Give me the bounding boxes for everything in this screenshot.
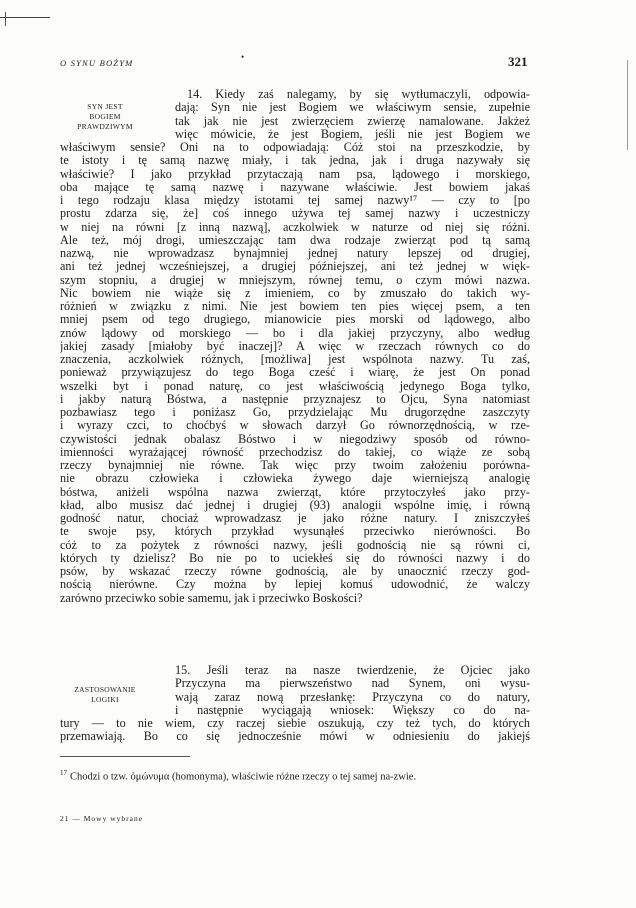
text-line: prostu zdarza się, że] coś innego używa tej samej nazwy i uczestniczy: [60, 207, 530, 221]
text-line: tak jak nie jest zwierzęciem zwierzę namalowane. Jakżeż: [175, 114, 530, 128]
text-line: przemawiają. Bo co się jednocześnie mówi w odniesieniu do jakiejś: [60, 730, 530, 744]
corner-rule: [0, 17, 50, 18]
paragraph-15: [60, 664, 530, 744]
printer-signature: 21 — Mowy wybrane: [60, 814, 144, 823]
margin-note-line: LOGIKI: [91, 695, 119, 704]
page-number: 321: [508, 54, 528, 69]
text-line: czywistości jednak obalasz Bóstwo i w niegodziwy sposób od równo-: [60, 432, 530, 446]
text-line: właściwie? I jako przykład przytaczają nam psa, lądowego i morskiego,: [60, 167, 530, 181]
text-line: w niej na równi [z inną nazwą], aczkolwiek w naturze od niej się różni.: [60, 220, 530, 234]
text-line: Ale też, mój drogi, umieszczając tam dwa rodzaje zwierząt pod tą samą: [60, 233, 530, 247]
text-line: godność natur, chociaż wprowadzasz je jako różne natury. I zniszczyłeś: [60, 512, 530, 525]
footnote-mark: 17: [60, 769, 67, 777]
text-line: nością nierówne. Czy można by lepiej komuś udowodnić, że walczy: [60, 578, 530, 592]
footnote-rule: [60, 756, 190, 757]
text-line: cóż to za pożytek z równości nazwy, jeśli godnością nie są równi ci,: [60, 538, 530, 552]
footnote: [60, 765, 530, 786]
text-line: psów, by wskazać rzeczy równe godnością, ale by unaocznić rzeczy god-: [60, 565, 530, 578]
text-line: 14. Kiedy zaś nalegamy, by się wytłumaczyli, odpowia-: [187, 88, 530, 101]
text-line: bóstwa, aniżeli wspólna nazwa zwierząt, które przytoczyłeś jako przy-: [60, 485, 530, 499]
text-line: te istoty i tę samą nazwę miały, i tak jedna, jak i druga nazywały się: [60, 154, 530, 168]
text-line: jakiej zasady [miałoby być inaczej]? A więc w rzeczach równych co do: [60, 339, 530, 353]
text-line: znaczenia, aczkolwiek różnych, [możliwa] jest wspólnota nazwy. Tu zaś,: [60, 353, 530, 366]
text-line: Przyczyna ma pierwszeństwo nad Synem, oni wysu-: [175, 677, 530, 691]
text-line: i następnie wyciągają wniosek: Większy co do na-: [175, 703, 530, 717]
margin-note-line: ZASTOSOWANIE: [74, 685, 136, 694]
margin-note-line: PRAWDZIWYM: [77, 122, 133, 131]
text-line: właściwym sensie? Oni na to odpowiadają: Cóż stoi na przeszkodzie, by: [60, 141, 530, 154]
text-line: i tego rodzaju klasa między istotami tej samej nazwy¹⁷ — czy to [po: [60, 194, 530, 207]
text-line: nie obrazu człowieka i człowieka żywego daje wierniejszą analogię: [60, 472, 530, 486]
text-line: ani też jednej wcześniejszej, a drugiej późniejszej, ani też jednej w więk-: [60, 260, 530, 274]
corner-tick: [5, 12, 6, 26]
text-line: te swoje psy, których przykład wysunąłeś przeciwko nierówności. Bo: [60, 525, 530, 539]
margin-note-line: BOGIEM: [89, 112, 121, 121]
text-line: Nic bowiem nie wiąże się z imieniem, co by zmuszało do takich wy-: [60, 286, 530, 300]
scan-edge-mark: [627, 60, 628, 150]
header-dot: •: [241, 52, 245, 62]
margin-note-line: SYN JEST: [87, 102, 123, 111]
text-line: więc mówicie, że jest Bogiem, jeśli nie jest Bogiem we: [175, 127, 530, 141]
text-line: rzeczy bynajmniej nie równe. Tak więc przy twoim założeniu porówna-: [60, 459, 530, 472]
text-line: imienności wyrażającej równość przechodzisz do takiej, co wiąże ze sobą: [60, 445, 530, 459]
footnote-text: Chodzi o tzw. ὁμώνυμα (homonyma), właściwie różne rzeczy o tej samej na-zwie.: [70, 771, 417, 783]
text-line: szym stopniu, a drugiej w mniejszym, równej temu, o czym mówi nazwa.: [60, 273, 530, 287]
text-line: oba mające tę samą nazwę i nazywane właściwie. Jest bowiem jakaś: [60, 180, 530, 194]
text-line: zarówno przeciwko sobie samemu, jak i przeciwko Boskości?: [60, 591, 363, 605]
text-line: mniej psem od tego drugiego, mianowicie pies morski od lądowego, albo: [60, 313, 530, 327]
text-line: tury — to nie wiem, czy raczej siebie oszukują, czy też tych, do których: [60, 717, 530, 730]
text-line: kład, albo musisz dać jednej i drugiej (93) analogii wspólne imię, i równą: [60, 498, 530, 512]
paragraph-14-indented: [175, 88, 530, 141]
text-line: różnień w związku z nimi. Nie jest bowiem ten pies więcej psem, a ten: [60, 300, 530, 313]
text-line: ponieważ przywiązujesz do tego Boga cześć i wiarę, że jest On ponad: [60, 366, 530, 380]
text-line: i jakby naturą Bóstwa, a następnie przyznajesz to Ojcu, Syna natomiast: [60, 392, 530, 406]
paragraph-15-indented: [175, 664, 530, 717]
text-line: wszelki byt i ponad naturę, co jest właściwością jedynego Boga tylko,: [60, 379, 530, 393]
text-line: 15. Jeśli teraz na nasze twierdzenie, że Ojciec jako: [175, 664, 530, 677]
text-line: dają: Syn nie jest Bogiem we właściwym sensie, zupełnie: [175, 101, 530, 115]
text-line: znów lądowy od morskiego — bo i dla jakiej przyczyny, albo według: [60, 326, 530, 340]
text-line: i wyrazy czci, to choćbyś w słowach darzył Go równorzędnością, w rze-: [60, 419, 530, 433]
paragraph-14: [60, 88, 530, 605]
text-line: których ty dzielisz? Bo nie po to uciekłeś się do równości nazwy i do: [60, 551, 530, 565]
running-title: O SYNU BOŻYM: [60, 58, 134, 68]
text-line: wają zaraz nową przesłankę: Przyczyna co do natury,: [175, 690, 530, 704]
text-line: pozbawiasz tego i poniżasz Go, przydzielając Mu drugorzędne zaszczyty: [60, 406, 530, 419]
text-line: nazwą, nie wprowadzasz bynajmniej jednej natury lepszej od drugiej,: [60, 247, 530, 260]
